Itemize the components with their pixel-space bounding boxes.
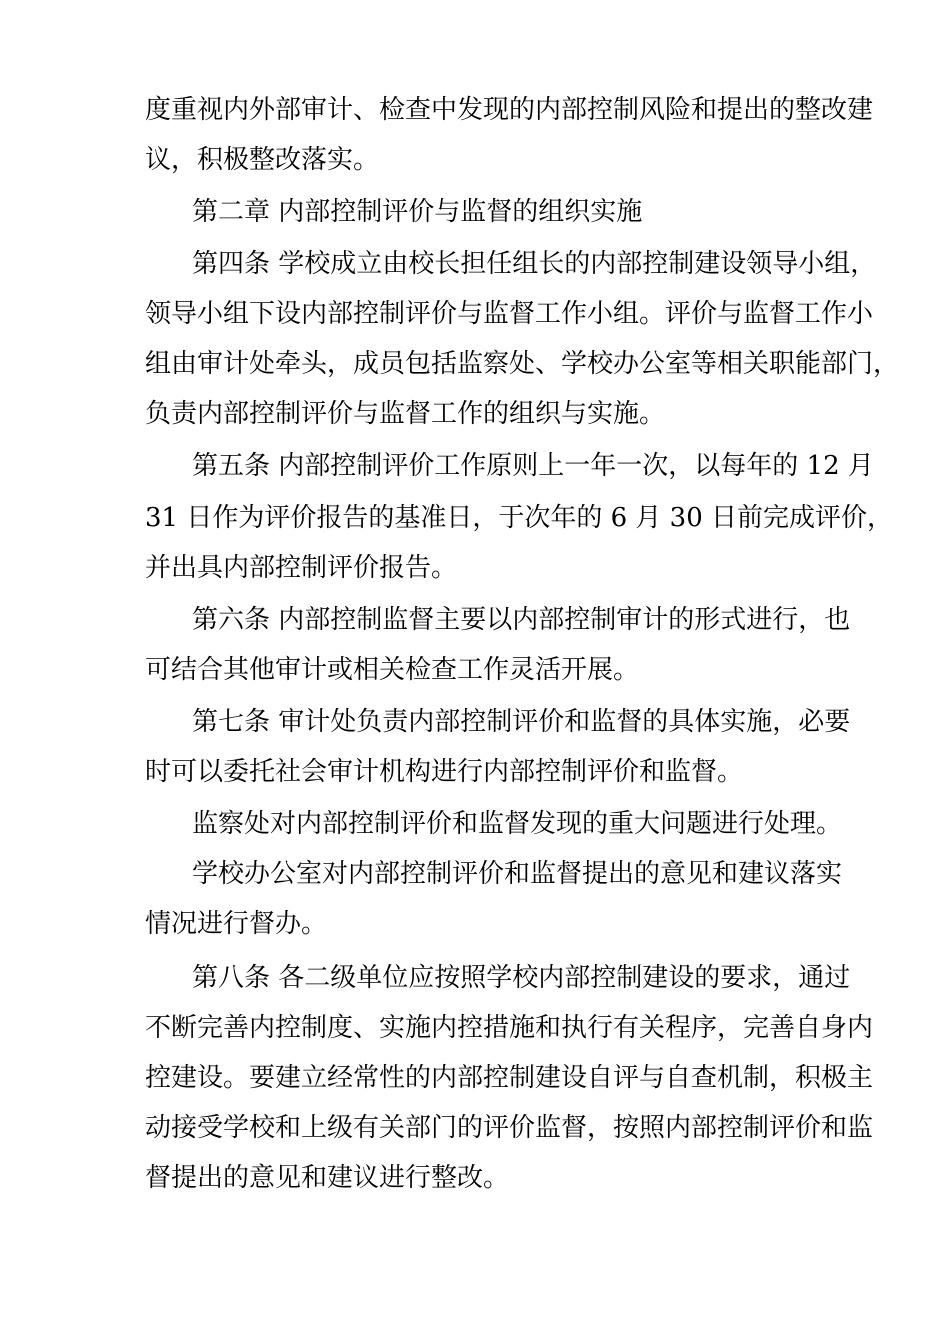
text-line: 第六条 内部控制监督主要以内部控制审计的形式进行，也 [192, 605, 851, 635]
text-line: 负责内部控制评价与监督工作的组织与实施。 [145, 399, 666, 429]
text-line: 时可以委托社会审计机构进行内部控制评价和监督。 [145, 757, 744, 787]
text-line: 第八条 各二级单位应按照学校内部控制建设的要求，通过 [192, 963, 851, 993]
text-line: 不断完善内控制度、实施内控措施和执行有关程序，完善自身内 [145, 1013, 874, 1043]
text-line: 议，积极整改落实。 [145, 145, 380, 175]
text-line: 领导小组下设内部控制评价与监督工作小组。评价与监督工作小 [145, 299, 874, 329]
text-line: 并出具内部控制评价报告。 [145, 553, 458, 583]
text-line: 组由审计处牵头，成员包括监察处、学校办公室等相关职能部门， [145, 349, 900, 379]
chapter-heading: 第二章 内部控制评价与监督的组织实施 [192, 197, 643, 227]
text-line: 度重视内外部审计、检查中发现的内部控制风险和提出的整改建 [145, 95, 874, 125]
text-line: 第五条 内部控制评价工作原则上一年一次，以每年的 12 月 [192, 451, 874, 481]
text-line: 31 日作为评价报告的基准日，于次年的 6 月 30 日前完成评价， [145, 503, 894, 533]
text-line: 情况进行督办。 [145, 909, 328, 939]
text-line: 第七条 审计处负责内部控制评价和监督的具体实施，必要 [192, 707, 851, 737]
text-line: 动接受学校和上级有关部门的评价监督，按照内部控制评价和监 [145, 1113, 874, 1143]
text-line: 督提出的意见和建议进行整改。 [145, 1163, 510, 1193]
text-line: 控建设。要建立经常性的内部控制建设自评与自查机制，积极主 [145, 1063, 874, 1093]
text-line: 第四条 学校成立由校长担任组长的内部控制建设领导小组， [192, 249, 877, 279]
text-line: 监察处对内部控制评价和监督发现的重大问题进行处理。 [192, 809, 843, 839]
text-line: 可结合其他审计或相关检查工作灵活开展。 [145, 655, 640, 685]
text-line: 学校办公室对内部控制评价和监督提出的意见和建议落实 [192, 859, 843, 889]
